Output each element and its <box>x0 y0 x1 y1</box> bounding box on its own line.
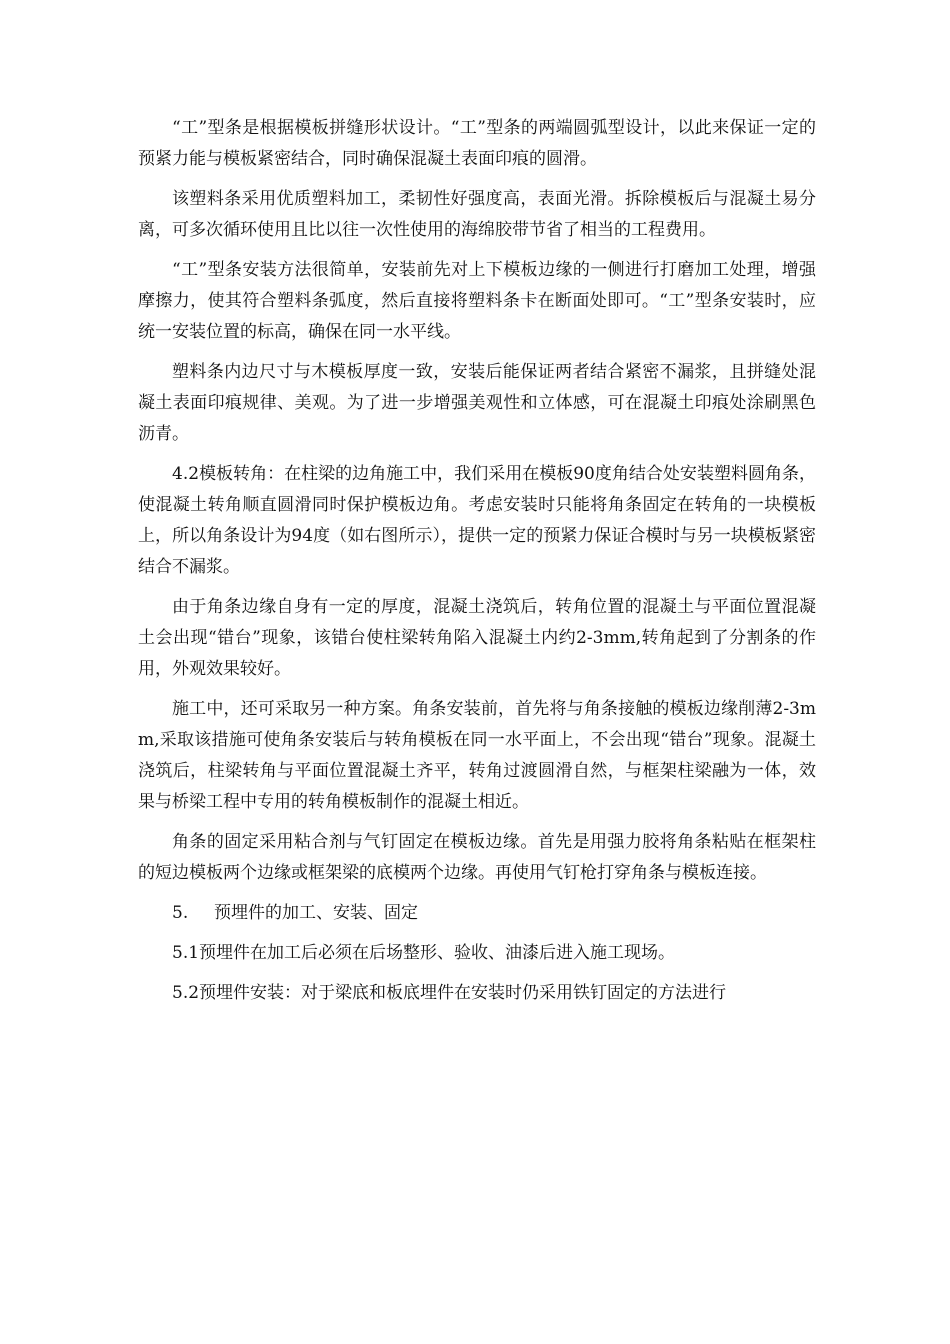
paragraph-plastic-material: 该塑料条采用优质塑料加工，柔韧性好强度高，表面光滑。拆除模板后与混凝土易分离，可多次循环使用且比以往一次性使用的海绵胶带节省了相当的工程费用。 <box>138 189 816 240</box>
paragraph-formwork-corner: 4.2模板转角：在柱梁的边角施工中，我们采用在模板90度角结合处安装塑料圆角条，使混凝土转角顺直圆滑同时保护模板边角。考虑安装时只能将角条固定在转角的一块模板上，所以角条设计为94度（如右图所示），提供一定的预紧力保证合模时与另一块模板紧密结合不漏浆。 <box>138 464 816 577</box>
section-heading-5 <box>138 898 816 929</box>
paragraph-5-2: 5.2预埋件安装：对于梁底和板底埋件在安装时仍采用铁钉固定的方法进行 <box>172 983 727 1003</box>
paragraph-inner-size: 塑料条内边尺寸与木模板厚度一致，安装后能保证两者结合紧密不漏浆，且拼缝处混凝土表面印痕规律、美观。为了进一步增强美观性和立体感，可在混凝土印痕处涂刷黑色沥青。 <box>138 362 816 444</box>
paragraph-5-1: 5.1预埋件在加工后必须在后场整形、验收、油漆后进入施工现场。 <box>172 943 676 963</box>
section-title: 预埋件的加工、安装、固定 <box>214 903 418 923</box>
paragraph-gongxing-design: “工”型条是根据模板拼缝形状设计。“工”型条的两端圆弧型设计，以此来保证一定的预紧力能与模板紧密结合，同时确保混凝土表面印痕的圆滑。 <box>138 118 816 169</box>
document-body <box>138 113 816 1018</box>
section-number: 5. <box>172 903 189 923</box>
paragraph-installation-method: “工”型条安装方法很简单，安装前先对上下模板边缘的一侧进行打磨加工处理，增强摩擦力，使其符合塑料条弧度，然后直接将塑料条卡在断面处即可。“工”型条安装时，应统一安装位置的标高，确保在同一水平线。 <box>138 260 816 342</box>
paragraph-corner-fixing: 角条的固定采用粘合剂与气钉固定在模板边缘。首先是用强力胶将角条粘贴在框架柱的短边模板两个边缘或框架梁的底模两个边缘。再使用气钉枪打穿角条与模板连接。 <box>138 832 816 883</box>
paragraph-corner-step: 由于角条边缘自身有一定的厚度，混凝土浇筑后，转角位置的混凝土与平面位置混凝土会出现“错台”现象，该错台使柱梁转角陷入混凝土内约2-3mm,转角起到了分割条的作用，外观效果较好。 <box>138 597 816 679</box>
paragraph-alternative-scheme: 施工中，还可采取另一种方案。角条安装前，首先将与角条接触的模板边缘削薄2-3mm,采取该措施可使角条安装后与转角模板在同一水平面上，不会出现“错台”现象。混凝土浇筑后，柱梁转角与平面位置混凝土齐平，转角过渡圆滑自然，与框架柱梁融为一体，效果与桥梁工程中专用的转角模板制作的混凝土相近。 <box>138 699 816 812</box>
